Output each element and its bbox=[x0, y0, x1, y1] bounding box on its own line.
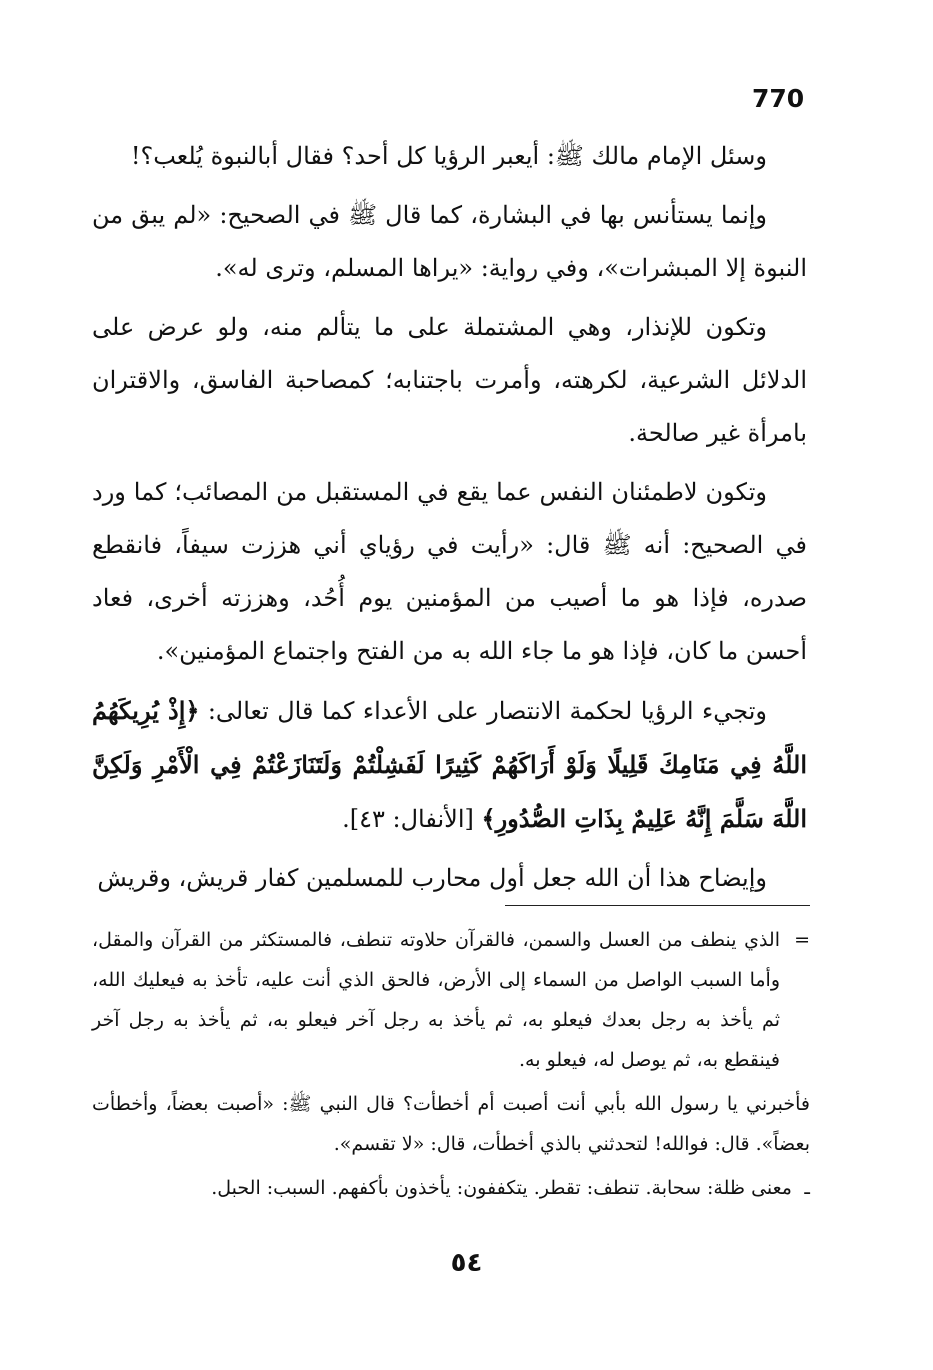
continuation-mark: = bbox=[794, 929, 810, 951]
page-number: 770 bbox=[752, 84, 805, 113]
quran-intro: وتجيء الرؤيا لحكمة الانتصار على الأعداء كما قال تعالى: bbox=[207, 697, 767, 725]
glossary-dash: ـ bbox=[804, 1177, 810, 1199]
footnote-second: فأخبرني يا رسول الله بأبي أنت أصبت أم أخطأت؟ قال النبي ﷺ: «أصبت بعضاً، وأخطأت بعضاً». قال: فوالله! لتحدثني بالذي أخطأت، قال: «لا تقسم». bbox=[92, 1093, 810, 1155]
footnote-continuation-text: الذي ينطف من العسل والسمن، فالقرآن حلاوته تنطف، فالمستكثر من القرآن والمقل، وأما السبب الواصل من السماء إلى الأرض، فالحق الذي أنت عليه، تأخذ به فيعليك الله، ثم يأخذ به رجل بعدك فيعلو به، ثم يأخذ به رجل آخر فيعلو به، ثم يأخذ به رجل آخر فينقطع به، ثم يوصل له، فيعلو به. bbox=[92, 929, 780, 1071]
footnote-glossary bbox=[92, 1168, 810, 1208]
paragraph-reassurance: وتكون لاطمئنان النفس عما يقع في المستقبل من المصائب؛ كما ورد في الصحيح: أنه ﷺ قال: «رأيت في رؤياي أني هززت سيفاً، فانقطع صدره، فإذا هو ما أصيب من المؤمنين يوم أُحُد، وهززته أخرى، فعاد أحسن ما كان، فإذا هو ما جاء الله به من الفتح واجتماع المؤمنين». bbox=[92, 478, 807, 665]
paragraph-quran-verse bbox=[92, 684, 807, 846]
quran-citation: [الأنفال: ٤٣]. bbox=[342, 805, 474, 833]
main-text bbox=[92, 130, 807, 911]
footnote-glossary-text: معنى ظلة: سحابة. تنطف: تقطر. يتكففون: يأخذون بأكفهم. السبب: الحبل. bbox=[211, 1177, 792, 1199]
paragraph-quraysh: وإيضاح هذا أن الله جعل أول محارب للمسلمين كفار قريش، وقريش bbox=[97, 864, 767, 892]
folio-number: ٥٤ bbox=[450, 1248, 483, 1278]
footnote-continuation bbox=[92, 920, 810, 1080]
paragraph-warning: وتكون للإنذار، وهي المشتملة على ما يتألم منه، ولو عرض على الدلائل الشرعية، لكرهته، وأمرت باجتنابه؛ كمصاحبة الفاسق، والاقتران بامرأة غير صالحة. bbox=[92, 313, 807, 447]
paragraph-glad-tidings: وإنما يستأنس بها في البشارة، كما قال ﷺ في الصحيح: «لم يبق من النبوة إلا المبشرات»، وفي رواية: «يراها المسلم، وترى له». bbox=[92, 201, 807, 282]
footnotes bbox=[92, 920, 810, 1212]
footnote-separator bbox=[505, 905, 810, 906]
paragraph-malik: وسئل الإمام مالك ﷺ: أيعبر الرؤيا كل أحد؟ فقال أبالنبوة يُلعب؟! bbox=[130, 142, 767, 170]
quran-verse: ﴿إِذْ يُرِيكَهُمُ اللَّهُ فِي مَنَامِكَ قَلِيلًا وَلَوْ أَرَاكَهُمْ كَثِيرًا لَفَشِلْتُمْ وَلَتَنَازَعْتُمْ فِي الْأَمْرِ وَلَكِنَّ اللَّهَ سَلَّمَ إِنَّهُ عَلِيمٌ بِذَاتِ الصُّدُورِ﴾ bbox=[92, 696, 807, 833]
